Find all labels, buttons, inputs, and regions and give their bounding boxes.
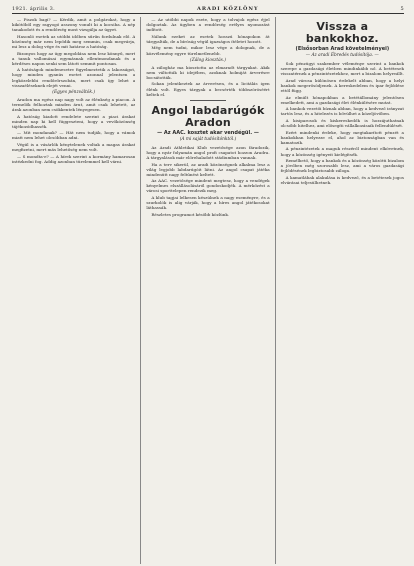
article-paragraph: Remélhető, hogy a bankok és a közönség közötti bizalom a jövőben még szorosabb lesz, ami a város gazdasági fejlődésének legbiztosabb záloga. xyxy=(280,158,404,174)
article-paragraph: Az Aradi Athletikai Klub vezetősége azon fáradozik, hogy a nyár folyamán angol profi csapatot hozzon Aradra. A tárgyalások már előrehaladott stádiumban vannak. xyxy=(146,144,270,160)
article-paragraph: Bizonyos hogy az ügy megoldása nem lesz könnyű, mert a tanuk vallomásai egymásnak ellentmondanak és a kérdéses napon senki sem látott semmit pontosan. xyxy=(12,50,136,66)
masthead-paper-name: ARADI KÖZLÖNY xyxy=(196,6,259,12)
column-1 xyxy=(12,17,135,564)
article-headline: Angol labdarúgók Aradon xyxy=(151,103,265,129)
article-paragraph: Sokan jelentkeztek az árverésen, és a licitálás igen élénk volt. Egyes tárgyak a becsérték többszöröséért keltek el. xyxy=(146,81,270,97)
article-paragraph: A bankok vezetői bíznak abban, hogy a kedvező irányzat tartós lesz, és a hitelezés is bővülhet a közeljövőben. xyxy=(280,106,404,117)
article-subheadline: (Elsősorban Arad követelményei) xyxy=(295,46,390,52)
masthead xyxy=(12,6,404,14)
article-paragraph: Ha a terv sikerül, az aradi közönségnek alkalma lesz a világ legjobb labdarúgóit látni. Az angol csapat játéka mindenütt nagy feltűnést keltett. xyxy=(146,161,270,177)
article-headline: Vissza a bankokhoz. xyxy=(305,20,379,45)
article-paragraph: Az elmúlt hónapokban a betétállomány jelentősen emelkedett, ami a gazdasági élet élénkülésére mutat. xyxy=(280,94,404,105)
article-paragraph: — Piszok bagi? — Kérdik, amit a polgárokat, hogy a kikötőből egy ragyogó asszony vonult ki a kocsiba. A nép tanakodott és a rendőrség most vizsgálja az ügyet. xyxy=(12,17,136,33)
column-2 xyxy=(140,17,269,564)
article-byline: — Az aradi Ébredés tudósítója. — xyxy=(305,53,379,58)
article-paragraph: — Az utóbbi napok esete, hogy a tolvajok egész éjjel dolgoztak. Az ügyben a rendőrség erélyes nyomozást indított. xyxy=(146,17,270,33)
article-paragraph: A zálogház ma kiosztotta az elmaradt tárgyakat. Akik nem váltották ki idejében, azoknak holmiját árverésre bocsátották. xyxy=(146,64,270,80)
article-paragraph: Ezért mindenki érdeke, hogy megtakarított pénzét a bankokban helyezze el, ahol az biztonságban van és kamatozik. xyxy=(280,129,404,145)
article-paragraph: Végül is a vásárlók kénytelenek voltak a magas árakat megfizetni, mert más lehetőség nem volt. xyxy=(12,141,136,153)
article-paragraph: Sok pénzügyi szakember véleménye szerint a bankok szerepe a gazdasági életben mindinkább nő. A betétesek visszatérnek a pénzintézetekhez, mert a bizalom helyreállt. xyxy=(280,61,404,77)
article-paragraph: — S mondta-e? — A hírek szerint a kormány hamarosan intézkedni fog. Addig azonban türelemmel kell várni. xyxy=(12,153,136,164)
article-paragraph: A klub tagjai lelkesen készülnek a nagy eseményre, és a szurkolók is alig várják, hogy a híres angol játékosokat láthassák. xyxy=(146,195,270,211)
columns xyxy=(12,17,404,564)
article-paragraph: Részletes programot később közlünk. xyxy=(151,211,230,217)
section-subheading: (Zálog kiosztás.) xyxy=(190,57,226,63)
article-paragraph: Aradon ma egész nap nagy volt az élénkség a piacon. A termelők felhoztak minden árut, amit csak lehetett, az árak azonban nem csökkentek lényegesen. xyxy=(12,96,136,112)
article-paragraph: Hasonló esetek az utóbbi időben sűrűn fordulnak elő. A közönség már nem lepődik meg semmin, csak megvárja, mi lesz a dolog vége és mit határoz a hatóság. xyxy=(12,33,136,49)
article-paragraph: A kisiparosok és kiskereskedők is hozzájuthatnak olcsóbb hitelhez, ami elősegíti vállalkozásaik fellendülését. xyxy=(280,117,404,129)
article-paragraph: A pénzintézetek a maguk részéről mindent elkövetnek, hogy a közönség igényeit kielégítsék. xyxy=(280,146,404,157)
article-subheadline: — Az AAC. kosztet akar vendégül. — xyxy=(157,129,259,136)
article-paragraph: — Mit mondanak? — Hát nem tudják, hogy a vámok miatt nem lehet olcsóbban adni. xyxy=(12,130,136,141)
column-3 xyxy=(275,17,404,564)
article-paragraph: Arad városa különösen érdekelt abban, hogy a helyi bankok megerősödjenek. A kereskedelem és ipar fejlődése ettől függ. xyxy=(280,77,404,93)
divider xyxy=(190,100,227,101)
masthead-date: 1921. április 3. xyxy=(12,6,55,12)
article-paragraph: Még nem tudni, mikor lesz vége a dolognak, de a közvélemény egyre türelmetlenebb. xyxy=(146,45,270,56)
article-paragraph: A hatóság kiadott rendelete szerint a piaci árakat minden nap ki kell függeszteni, hogy a vevőközönség tájékozódhassék. xyxy=(12,113,136,129)
section-subheading: (Egyes pénzváltók.) xyxy=(52,89,96,95)
article-byline: (A mi saját tudósítónktól.) xyxy=(179,136,237,142)
article-paragraph: A hatóságok mindenesetre figyelmeztetik a lakosságot, hogy minden gyanús esetet azonnal jelentsen a legközelebbi rendőrőrszobán, mert csak így lehet a visszaéléseknek elejét venni. xyxy=(12,67,136,88)
article-paragraph: A kamatlábak alakulása is kedvező, és a betétesek jogos elvárásai teljesülhetnek. xyxy=(280,174,404,185)
article-paragraph: Az AAC. vezetősége mindent megtesz, hogy a vendégek kényelmes elszállásolásáról gondoskodjék. A mérkőzést a városi sporttelepen rendezik meg. xyxy=(146,178,270,194)
article-paragraph: Nálunk ezeket az esetek hosszú hónapokon át tárgyalták, de a bíróság végül igazságos ítéletet hozott. xyxy=(146,33,270,44)
masthead-page-number: 5 xyxy=(400,6,404,12)
